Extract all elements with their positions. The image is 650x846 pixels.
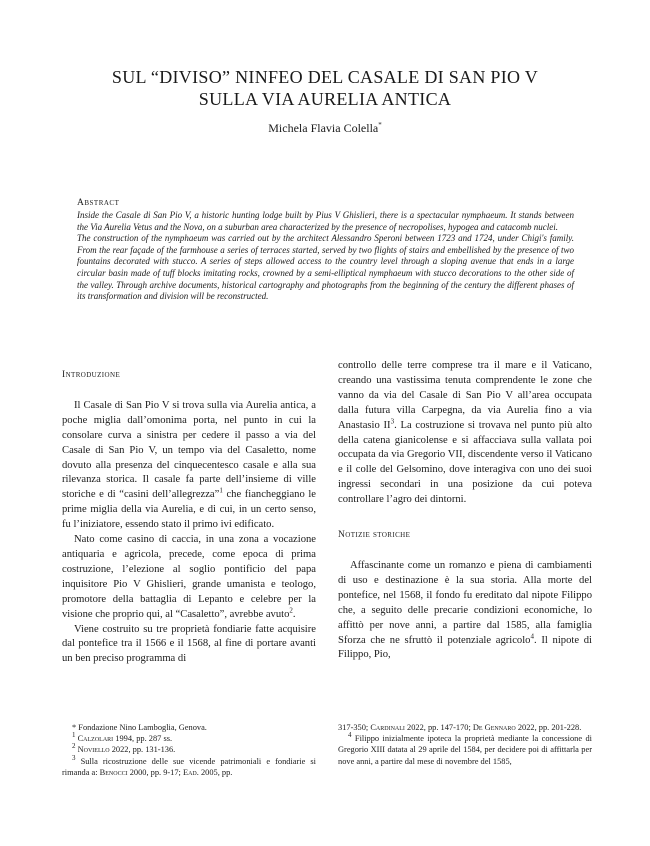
title-line-2: SULLA VIA AURELIA ANTICA: [198, 89, 452, 109]
right-column: [338, 359, 592, 663]
left-column: [62, 368, 316, 667]
abstract-body: [77, 210, 574, 303]
citation-author: Ead.: [182, 767, 199, 777]
footnote-number: 1: [72, 731, 76, 740]
footnote-3: [62, 753, 316, 778]
footnote-number: 2: [72, 742, 76, 751]
footnote-number: 3: [72, 753, 76, 762]
author-name: [60, 121, 590, 136]
paragraph-text: Nato come casino di caccia, in una zona a vocazione antiquaria e agricola, precede, come epoca di prima costruzione, l’elezione al soglio pontificio del papa inquisitore Pio V Ghislieri, grande umanista e teologo, promotore della battaglia di Lepanto e celebre per la visione che proprio qui, al “Casaletto”, avrebbe avuto: [62, 534, 316, 620]
footnote-1: [62, 733, 316, 744]
body-paragraph: [338, 359, 592, 508]
footnote-2: [62, 744, 316, 755]
footnote-mark: 4: [530, 631, 534, 640]
footnote-4: [338, 733, 592, 767]
title-line-1: SUL “DIVISO” NINFEO DEL CASALE DI SAN PIO V: [111, 67, 539, 87]
citation-text: Sulla ricostruzione delle sue vicende patrimoniali e fondiarie si rimanda a:: [62, 756, 316, 777]
footnote-text: Filippo inizialmente ipoteca la proprietà mediante la concessione di Gregorio XIII datata al 29 aprile del 1584, per decidere poi di affittarla per nove anni, a partire dal mese di novembre del 1585,: [338, 734, 592, 766]
footnote-mark: 3: [390, 417, 395, 426]
footnote-3-continued: [338, 722, 592, 733]
citation-text: 317-350;: [338, 723, 371, 732]
citation-author: De Gennaro: [472, 723, 516, 732]
footnote-affiliation: * Fondazione Nino Lamboglia, Genova.: [72, 723, 207, 732]
paragraph-text: che fiancheggiano le prime miglia della via Aurelia, e di cui, in un certo senso, fu l’iniziatore, essendo stato il primo ivi edificato.: [62, 489, 316, 531]
citation-text: 2005, pp.: [198, 767, 233, 777]
paragraph-text: .: [292, 608, 296, 620]
citation-text: 2000, pp. 9-17;: [127, 767, 183, 777]
body-paragraph: [62, 399, 316, 533]
paragraph-text: controllo delle terre comprese tra il mare e il Vaticano, creando una vastissima tenuta comprendente le zone che vanno da via del Casale di San Pio V all’area occupata dalla futura villa Carpegna, da via Aurelia fino a via Anastasio II: [338, 360, 592, 431]
abstract-paragraph-2: The construction of the nymphaeum was carried out by the architect Alessandro Speroni between 1723 and 1724, under Chigi's family. From the rear façade of the farmhouse a series of terraces started, served by two flights of stairs and embellished by the presence of two fountains decorated with stucco. A series of steps allowed access to the country level through a sloping avenue that ends in a large circular basin made of tuff blocks imitating rocks, crowned by a semi-elliptical nymphaeum with stucco decorations to the other side of the valley. Through archive documents, historical cartography and photographs from the beginning of the century the different phases of its transformation and division will be reconstructed.: [77, 233, 574, 302]
body-paragraph: [62, 533, 316, 622]
citation-author: Cardinali: [370, 723, 405, 732]
abstract-heading: Abstract: [77, 198, 120, 208]
paragraph-text: . Il nipote di Filippo, Pio,: [338, 634, 592, 661]
footnote-mark: 2: [289, 606, 293, 615]
body-paragraph: Viene costruito su tre proprietà fondiarie fatte acquisire dal pontefice tra il 1566 e il 1568, al fine di portare avanti un ben preciso programma di: [62, 623, 316, 665]
footnote-mark: 1: [219, 486, 223, 495]
citation-text: 2022, pp. 131-136.: [109, 745, 176, 755]
citation-author: Noviello: [77, 745, 110, 755]
footnotes-right: [338, 722, 592, 767]
citation-text: 2022, pp. 147-170;: [404, 723, 473, 732]
abstract-paragraph-1: Inside the Casale di San Pio V, a historic hunting lodge built by Pius V Ghislieri, there is a spectacular nymphaeum. It stands between the Via Aurelia Vetus and the Nova, on a suburban area characterized by the presence of necropolises, hypogea and catacomb nuclei.: [77, 210, 574, 232]
paragraph-text: . La costruzione si trovava nel punto più alto della catena gianicolense e si affacciava sulla vallata poi occupata da via Gregorio VII, discendente verso il Vaticano e il colle del Gelsomino, dove interagiva con uno dei suoi ingressi secondari in una posizione da cui poteva controllare l’agro dei dintorni.: [338, 419, 592, 506]
citation-text: 1994, pp. 287 ss.: [113, 734, 173, 744]
citation-author: Benocci: [99, 767, 128, 777]
paragraph-text: Affascinante come un romanzo e piena di cambiamenti di uso e destinazione è la sua storia. Alla morte del pontefice, nel 1568, il fondo fu ereditato dal nipote Filippo che, a seguito delle precarie condizioni economiche, lo affittò per nove anni, a partire dal 1585, alla famiglia Sforza che ne sfruttò il potenziale agricolo: [338, 559, 592, 646]
citation-author: Calzolari: [77, 734, 114, 744]
article-title: [60, 66, 590, 110]
author-footnote-mark: *: [378, 121, 382, 129]
section-heading-introduzione: Introduzione: [62, 370, 121, 380]
section-heading-notizie-storiche: Notizie storiche: [338, 530, 411, 541]
author-text: Michela Flavia Colella: [268, 121, 379, 135]
paragraph-text: Il Casale di San Pio V si trova sulla via Aurelia antica, a poche miglia dall’omonima porta, nel punto in cui la consolare curva a sinistra per cedere il passo a via del Casale di San Pio V, un tempo via del Casaletto, nome dovuto alla presenza del cinquecentesco casale e alla sua rilevanza storica. Il casale fa parte dell’insieme di ville storiche e di “casini dell’allegrezza”: [62, 399, 316, 501]
footnote-number: 4: [348, 731, 352, 740]
citation-text: 2022, pp. 201-228.: [515, 723, 582, 732]
footnotes-left: [62, 722, 316, 778]
body-paragraph: [338, 559, 592, 663]
